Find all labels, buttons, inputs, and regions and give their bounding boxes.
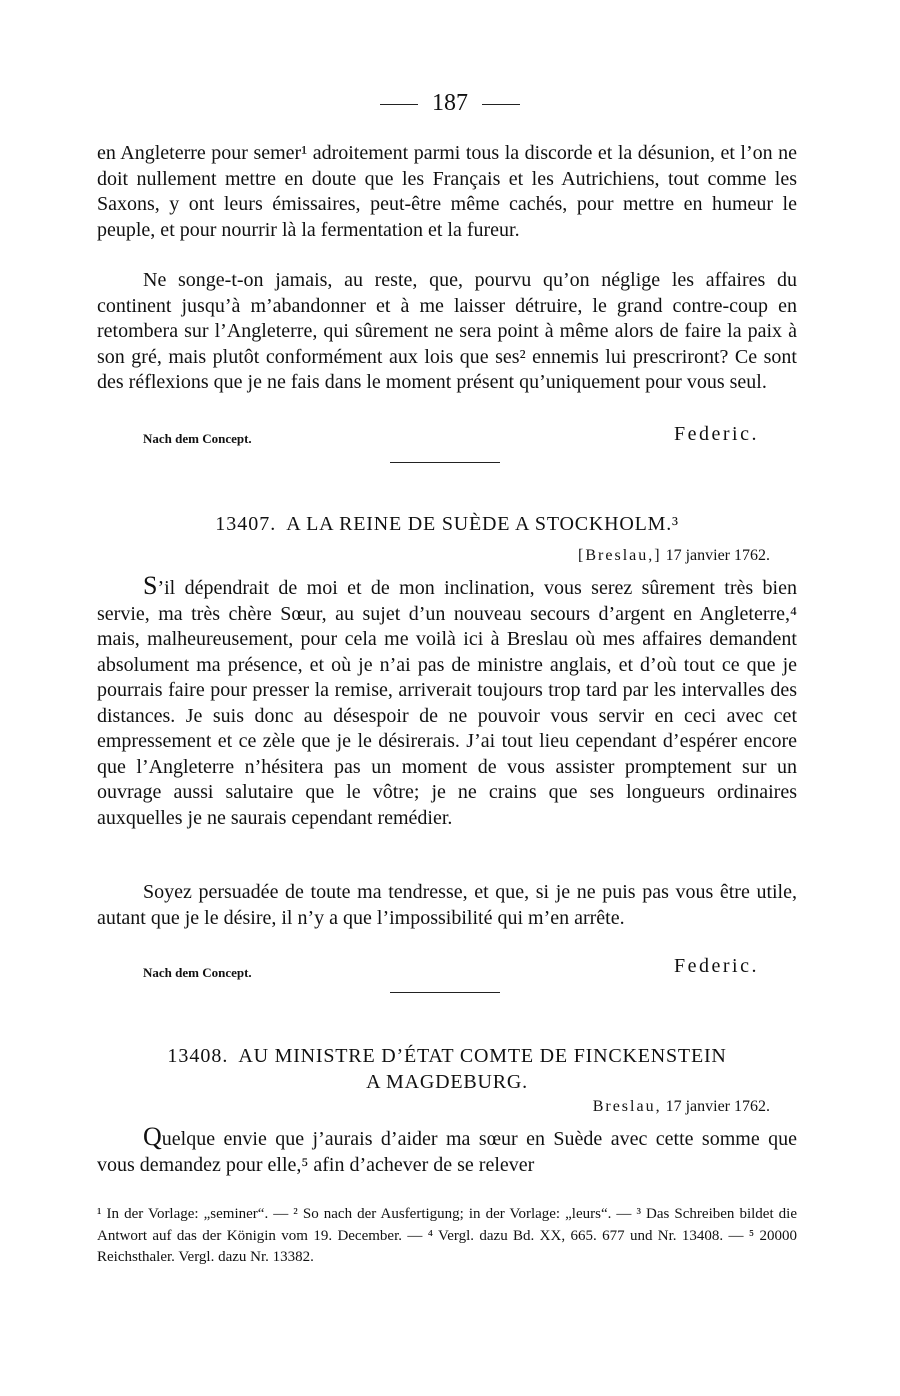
letter-number: 13408. [167,1045,229,1067]
page-number-dash-right [482,104,520,105]
dateline-place: Breslau, [592,1098,662,1115]
footnotes: ¹ In der Vorlage: „seminer“. — ² So nach der Ausfertigung; in der Vorlage: „leurs“. — ³ Das Schreiben bildet die Antwort auf das der Königin vom 19. December. — ⁴ Vergl. dazu Bd. XX, 665. 677 und Nr. 13408. — ⁵ 20000 Reichsthaler. Vergl. dazu Nr. 13382. [97,1206,797,1265]
signature: Federic. [674,955,759,977]
dateline-date: 17 janvier 1762. [665,1098,770,1115]
letter-recipient: A LA REINE DE SUÈDE A STOCKHOLM.³ [286,513,679,535]
dateline-place: [Breslau,] [578,547,662,564]
signature: Federic. [674,423,759,445]
drop-cap: Q [143,1122,162,1151]
section-divider [390,992,500,993]
drop-cap: S [143,571,158,600]
continuation-paragraph-1: en Angleterre pour semer¹ adroitement parmi tous la discorde et la désunion, et l’on ne doit nullement mettre en doute que les Français et les Autrichiens, tout comme les Saxons, y ont leurs émissaires, peut-être même cachés, pour mettre en humeur le peuple, et pour nourrir là la fermentation et la fureur. [97,142,797,241]
dateline-13407 [578,547,770,565]
source-note: Nach dem Concept. [143,965,252,980]
page-number: 187 [0,90,900,117]
letter-body-13407-paragraph-2: Soyez persuadée de toute ma tendresse, et que, si je ne puis pas vous être utile, autant que je le désire, il n’y a que l’impossibilité qui m’en arrête. [97,881,797,929]
letter-heading-line-1: 13408. AU MINISTRE D’ÉTAT COMTE DE FINCKENSTEIN [167,1045,727,1067]
letter-body-13407-paragraph-1: S’il dépendrait de moi et de mon inclination, vous serez sûrement très bien servie, ma très chère Sœur, au sujet d’un nouveau secours d’argent en Angleterre,⁴ mais, malheureusement, pour cela me voilà ici à Breslau où mes affaires demandent absolument ma présence, et où je n’ai pas de ministre anglais, et d’où tout ce que je pourrais faire pour presser la remise, arriverait toujours trop tard par les intervalles des distances. Je suis donc au désespoir de ne pouvoir vous servir en ceci avec cet empressement et ce zèle que je le désirerais. J’ai tout lieu cependant d’espérer encore que l’Angleterre n’hésitera pas un moment de vous assister promptement sur un ouvrage aussi salutaire que le vôtre; je ne crains que ses longueurs ordinaires auxquelles je ne saurais cependant remédier. [97,571,797,829]
continuation-paragraph-2: Ne songe-t-on jamais, au reste, que, pourvu qu’on néglige les affaires du continent jusqu’à m’abandonner et à me laisser détruire, le grand contre-coup en retombera sur l’Angleterre, qui sûrement ne sera point à même alors de faire la paix à son gré, mais plutôt conformément aux lois que ses² ennemis lui prescriront? Ce sont des réflexions que je ne fais dans le moment présent qu’uniquement pour vous seul. [97,269,797,393]
dateline-13408 [593,1098,770,1116]
dateline-date: 17 janvier 1762. [665,547,770,564]
source-note: Nach dem Concept. [143,431,252,446]
section-divider [390,462,500,463]
letter-heading-line-2: A MAGDEBURG. [366,1071,528,1093]
letter-heading-13408 [97,1043,797,1095]
letter-heading-13407 [97,513,797,536]
letter-body-13408-paragraph-1: Quelque envie que j’aurais d’aider ma sœur en Suède avec cette somme que vous demandez pour elle,⁵ afin d’achever de se relever [97,1122,797,1176]
letter-number: 13407. [215,513,277,535]
page-number-dash-left [380,104,418,105]
